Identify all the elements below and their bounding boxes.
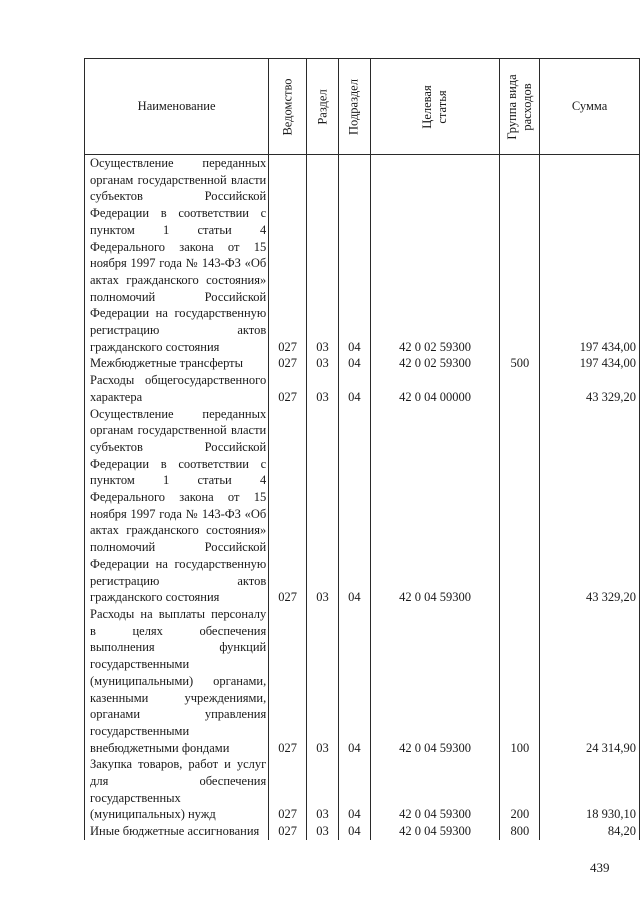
row-gruppa <box>500 155 540 356</box>
row-gruppa: 800 <box>500 823 540 840</box>
row-celevaya-statya: 42 0 04 59300 <box>370 406 500 606</box>
page-number: 439 <box>590 860 610 875</box>
row-summa: 43 329,20 <box>540 406 640 606</box>
row-summa: 197 434,00 <box>540 155 640 356</box>
row-podrazdel: 04 <box>338 355 370 372</box>
header-celevaya-statya <box>370 59 500 155</box>
row-razdel: 03 <box>307 823 339 840</box>
budget-table <box>84 58 640 840</box>
row-vedomstvo: 027 <box>269 355 307 372</box>
header-gruppa-line2: расходов <box>519 82 534 131</box>
table-header-row <box>85 59 640 155</box>
row-podrazdel: 04 <box>338 406 370 606</box>
header-celevaya-line1: Целевая <box>420 84 435 129</box>
header-celevaya-line2: статья <box>435 89 450 124</box>
row-podrazdel: 04 <box>338 606 370 756</box>
row-name: Иные бюджетные ассигнования <box>85 823 269 840</box>
table-row <box>85 756 640 823</box>
row-name: Расходы общегосударственного характера <box>85 372 269 405</box>
row-gruppa: 200 <box>500 756 540 823</box>
row-summa: 43 329,20 <box>540 372 640 405</box>
table-row <box>85 406 640 606</box>
row-name: Осуществление переданных органам государственной власти субъектов Российской Федерации в соответствии с пунктом 1 статьи 4 Федерального закона от 15 ноября 1997 года № 143-ФЗ «Об актах гражданского состояния» полномочий Российской Федерации на государственную регистрацию актов гражданского состояния <box>85 406 269 606</box>
table-row <box>85 372 640 405</box>
row-celevaya-statya: 42 0 04 59300 <box>370 823 500 840</box>
row-name: Осуществление переданных органам государственной власти субъектов Российской Федерации в соответствии с пунктом 1 статьи 4 Федерального закона от 15 ноября 1997 года № 143-ФЗ «Об актах гражданского состояния» полномочий Российской Федерации на государственную регистрацию актов гражданского состояния <box>85 155 269 356</box>
row-gruppa: 100 <box>500 606 540 756</box>
table-row <box>85 155 640 356</box>
row-podrazdel: 04 <box>338 756 370 823</box>
row-celevaya-statya: 42 0 02 59300 <box>370 155 500 356</box>
row-vedomstvo: 027 <box>269 756 307 823</box>
row-name: Межбюджетные трансферты <box>85 355 269 372</box>
row-podrazdel: 04 <box>338 155 370 356</box>
row-razdel: 03 <box>307 606 339 756</box>
row-razdel: 03 <box>307 756 339 823</box>
row-razdel: 03 <box>307 406 339 606</box>
row-razdel: 03 <box>307 372 339 405</box>
table-row <box>85 606 640 756</box>
row-podrazdel: 04 <box>338 372 370 405</box>
row-celevaya-statya: 42 0 02 59300 <box>370 355 500 372</box>
row-gruppa: 500 <box>500 355 540 372</box>
header-name: Наименование <box>85 59 269 155</box>
row-razdel: 03 <box>307 155 339 356</box>
row-celevaya-statya: 42 0 04 00000 <box>370 372 500 405</box>
row-vedomstvo: 027 <box>269 606 307 756</box>
header-gruppa-line1: Группа вида <box>504 73 519 140</box>
header-summa: Сумма <box>540 59 640 155</box>
row-vedomstvo: 027 <box>269 406 307 606</box>
header-gruppa-vida-rashodov <box>500 59 540 155</box>
row-podrazdel: 04 <box>338 823 370 840</box>
row-summa: 18 930,10 <box>540 756 640 823</box>
row-celevaya-statya: 42 0 04 59300 <box>370 606 500 756</box>
row-summa: 24 314,90 <box>540 606 640 756</box>
row-name: Закупка товаров, работ и услуг для обеспечения государственных (муниципальных) нужд <box>85 756 269 823</box>
row-summa: 197 434,00 <box>540 355 640 372</box>
row-gruppa <box>500 372 540 405</box>
header-razdel: Раздел <box>307 59 339 155</box>
header-vedomstvo: Ведомство <box>269 59 307 155</box>
header-podrazdel: Подраздел <box>338 59 370 155</box>
row-name: Расходы на выплаты персоналу в целях обеспечения выполнения функций государственными (муниципальными) органами, казенными учреждениями, органами управления государственными внебюджетными фондами <box>85 606 269 756</box>
row-razdel: 03 <box>307 355 339 372</box>
row-vedomstvo: 027 <box>269 823 307 840</box>
table-row <box>85 355 640 372</box>
row-summa: 84,20 <box>540 823 640 840</box>
row-gruppa <box>500 406 540 606</box>
row-vedomstvo: 027 <box>269 372 307 405</box>
table-row <box>85 823 640 840</box>
row-vedomstvo: 027 <box>269 155 307 356</box>
row-celevaya-statya: 42 0 04 59300 <box>370 756 500 823</box>
